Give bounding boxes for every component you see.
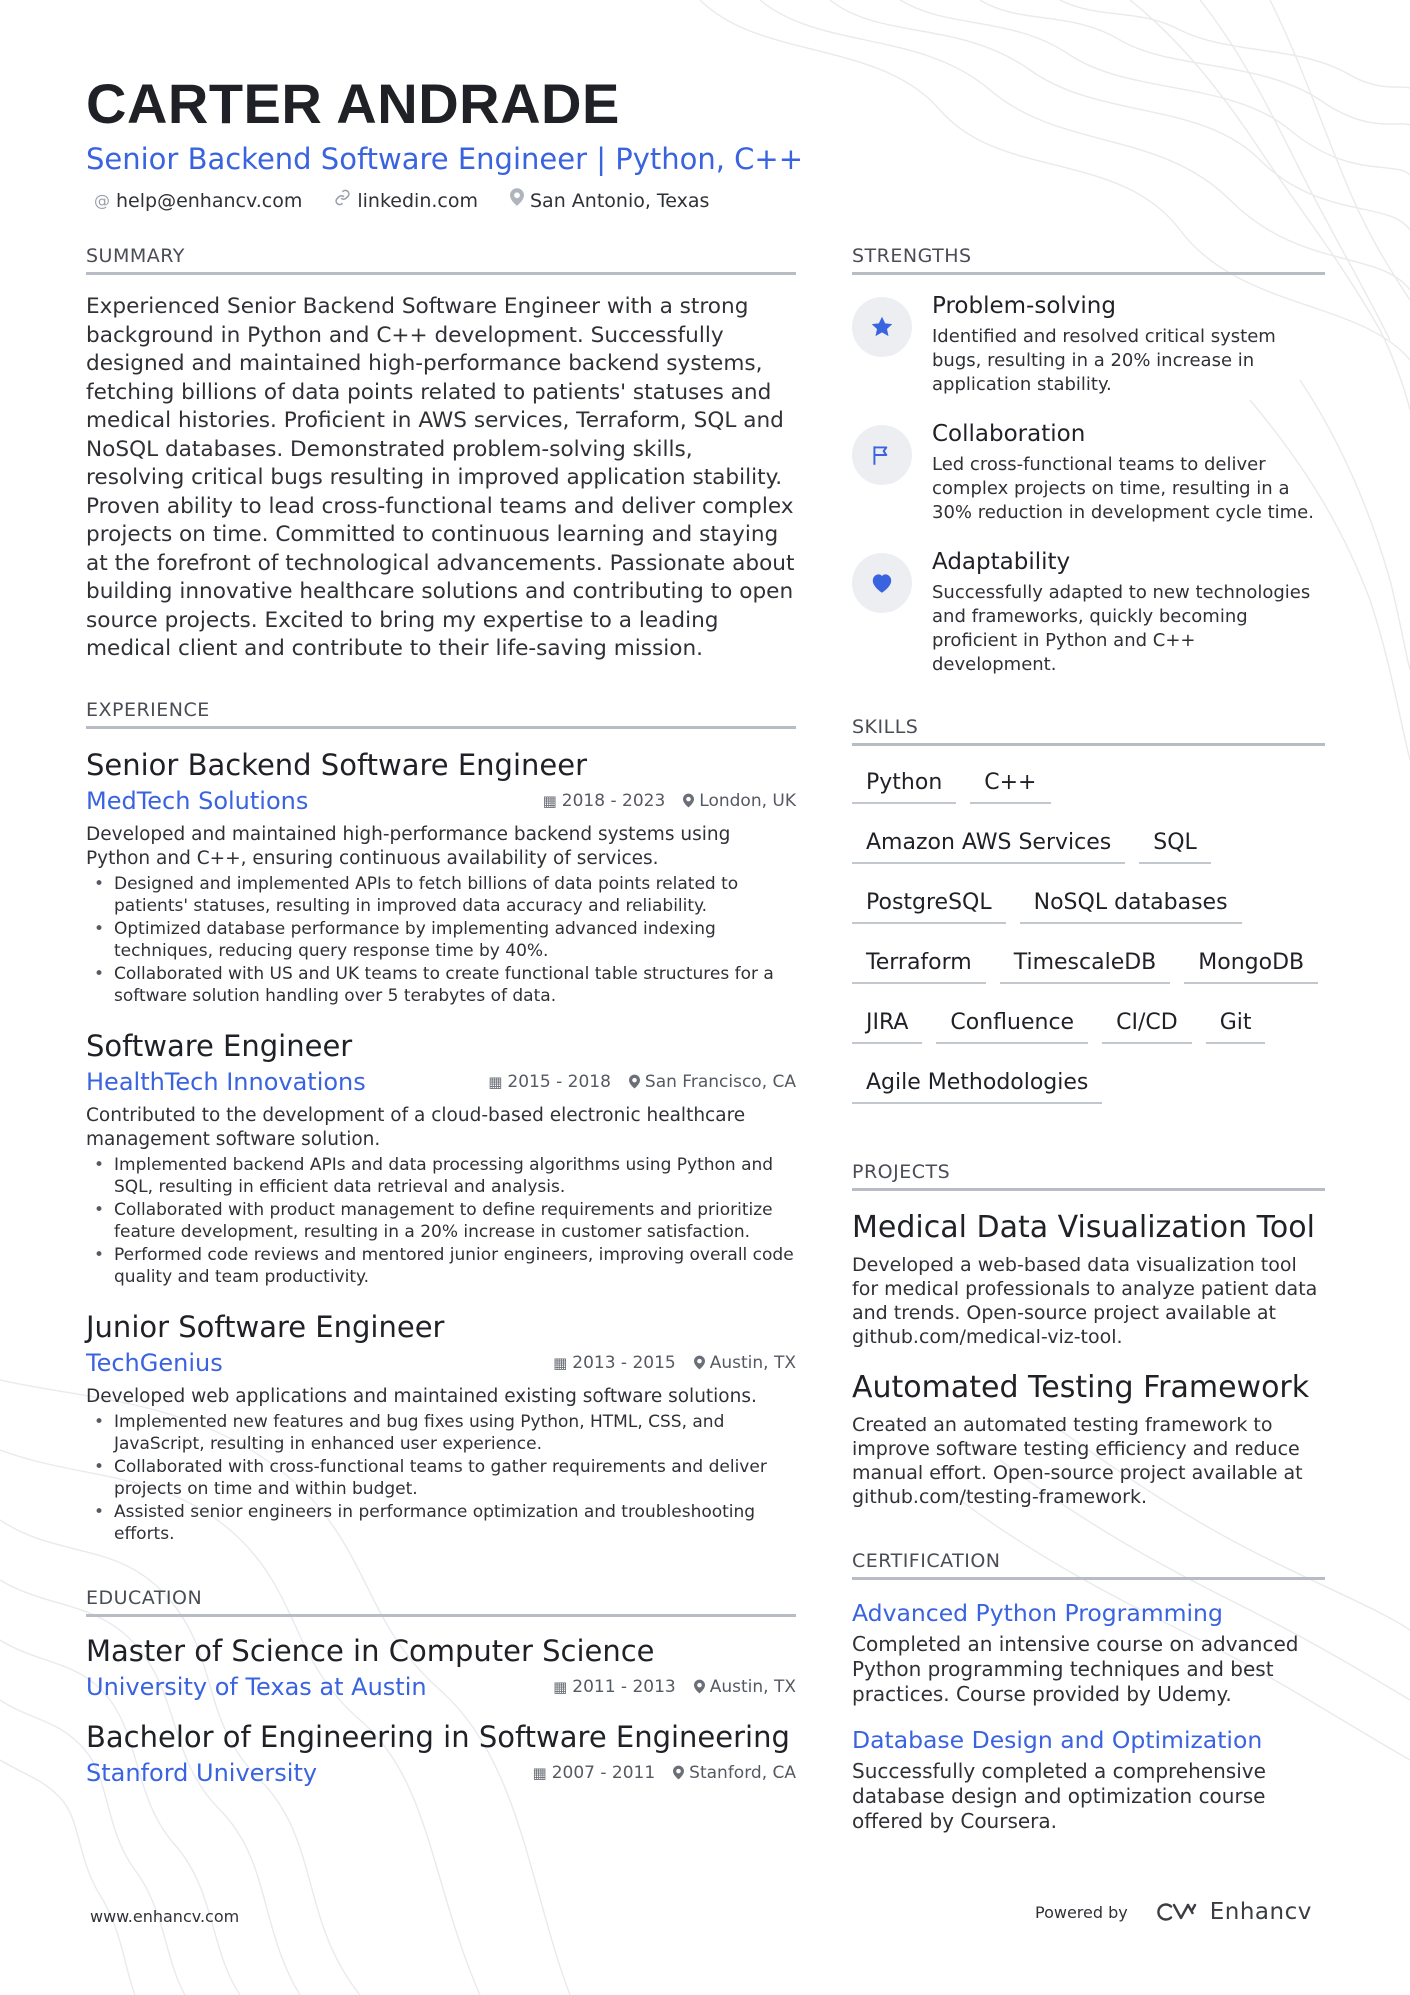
strengths-section	[852, 244, 1325, 677]
education-dates: ▦ 2011 - 2013	[553, 1676, 676, 1697]
brand-name: Enhancv	[1209, 1899, 1312, 1925]
strength-item	[852, 547, 1325, 677]
job-location: London, UK	[683, 791, 796, 811]
skill-tag: TimescaleDB	[1000, 944, 1171, 984]
education-section	[86, 1586, 796, 1789]
certification-description: Successfully completed a comprehensive database design and optimization course offered by Coursera.	[852, 1759, 1266, 1833]
strength-item	[852, 291, 1325, 397]
skill-tag: Agile Methodologies	[852, 1064, 1102, 1104]
strength-description: Led cross-functional teams to deliver complex projects on time, resulting in a 30% reduction in development cycle time.	[932, 454, 1314, 523]
project-item	[852, 1209, 1325, 1349]
powered-by-text: Powered by	[1035, 1902, 1128, 1922]
job-bullet: • Designed and implemented APIs to fetch billions of data points related to patients' statuses, resulting in improved data accuracy and reliability.	[86, 873, 796, 918]
job-title: Software Engineer	[86, 1028, 353, 1063]
location-pin-icon	[629, 1074, 640, 1089]
candidate-role: Senior Backend Software Engineer | Python, C++	[86, 142, 804, 176]
experience-section	[86, 698, 796, 1546]
company-name: HealthTech Innovations	[86, 1067, 366, 1096]
at-icon: @	[94, 191, 110, 210]
education-location: Stanford, CA	[673, 1763, 796, 1783]
job-dates: ▦ 2018 - 2023	[542, 790, 666, 811]
flag-icon	[852, 425, 912, 485]
certification-title: Advanced Python Programming	[852, 1599, 1223, 1627]
education-item	[86, 1633, 796, 1703]
job-bullets	[86, 1154, 796, 1289]
job-title: Junior Software Engineer	[86, 1309, 445, 1344]
job-bullets	[86, 1411, 796, 1546]
heart-icon	[852, 553, 912, 613]
degree-title: Bachelor of Engineering in Software Engineering	[86, 1719, 790, 1754]
candidate-name: CARTER ANDRADE	[86, 72, 620, 135]
strength-content	[932, 547, 1325, 677]
education-location: Austin, TX	[694, 1677, 796, 1697]
contact-bar	[86, 188, 1326, 214]
calendar-icon: ▦	[488, 1072, 503, 1091]
job-bullet: • Collaborated with cross-functional teams to gather requirements and deliver projects on time and within budget.	[86, 1456, 796, 1501]
certification-description: Completed an intensive course on advanced Python programming techniques and best practices. Course provided by Udemy.	[852, 1632, 1299, 1706]
certification-item	[852, 1598, 1325, 1707]
company-name: MedTech Solutions	[86, 786, 309, 815]
education-dates: ▦ 2007 - 2011	[532, 1762, 656, 1783]
location-pin-icon	[694, 1679, 705, 1694]
experience-item	[86, 747, 796, 1008]
skill-tag: Python	[852, 764, 956, 804]
email-text: help@enhancv.com	[116, 190, 303, 212]
job-bullets	[86, 873, 796, 1008]
job-bullet: • Collaborated with product management to define requirements and prioritize feature development, resulting in a 20% increase in customer satisfaction.	[86, 1199, 796, 1244]
strength-title: Collaboration	[932, 421, 1086, 447]
skill-tag: Terraform	[852, 944, 986, 984]
job-meta-row	[86, 1066, 796, 1098]
calendar-icon: ▦	[553, 1677, 568, 1696]
skill-tag: CI/CD	[1102, 1004, 1192, 1044]
education-meta	[533, 1763, 797, 1783]
education-item	[86, 1719, 796, 1789]
job-location: San Francisco, CA	[629, 1072, 796, 1092]
location-pin-icon	[673, 1765, 684, 1780]
project-title: Automated Testing Framework	[852, 1370, 1310, 1405]
experience-item	[86, 1028, 796, 1289]
job-meta	[553, 1353, 796, 1373]
location-text: San Antonio, Texas	[530, 190, 710, 212]
job-description: Developed web applications and maintained existing software solutions.	[86, 1385, 757, 1407]
job-meta-row	[86, 1347, 796, 1379]
education-heading: EDUCATION	[86, 1586, 796, 1617]
skill-tag: NoSQL databases	[1020, 884, 1242, 924]
job-dates: ▦ 2013 - 2015	[553, 1352, 676, 1373]
certification-item	[852, 1725, 1325, 1834]
education-meta-row	[86, 1671, 796, 1703]
experience-heading: EXPERIENCE	[86, 698, 796, 729]
job-bullet: • Assisted senior engineers in performance optimization and troubleshooting efforts.	[86, 1501, 796, 1546]
job-bullet: • Performed code reviews and mentored junior engineers, improving overall code quality and team productivity.	[86, 1244, 796, 1289]
skill-tag: Confluence	[936, 1004, 1088, 1044]
strength-description: Successfully adapted to new technologies and frameworks, quickly becoming proficient in Python and C++ development.	[932, 582, 1311, 675]
calendar-icon: ▦	[542, 791, 557, 810]
company-name: TechGenius	[86, 1348, 223, 1377]
certification-title: Database Design and Optimization	[852, 1726, 1263, 1754]
skill-tag: C++	[970, 764, 1050, 804]
experience-item	[86, 1309, 796, 1546]
job-dates: ▦ 2015 - 2018	[488, 1071, 611, 1092]
certification-section	[852, 1549, 1325, 1834]
projects-heading: PROJECTS	[852, 1160, 1325, 1191]
job-description: Developed and maintained high-performance backend systems using Python and C++, ensuring continuous availability of services.	[86, 823, 731, 869]
summary-heading: SUMMARY	[86, 244, 796, 275]
project-description: Developed a web-based data visualization tool for medical professionals to analyze patient data and trends. Open-source project available at github.com/medical-viz-tool.	[852, 1254, 1318, 1348]
calendar-icon: ▦	[553, 1353, 568, 1372]
skills-list	[852, 764, 1332, 1104]
skill-tag: JIRA	[852, 1004, 922, 1044]
contact-location	[510, 188, 709, 214]
linkedin-text: linkedin.com	[357, 190, 478, 212]
job-meta	[543, 791, 796, 811]
enhancv-logo-icon	[1154, 1900, 1202, 1924]
job-bullet: • Implemented backend APIs and data processing algorithms using Python and SQL, resulting in efficient data retrieval and analysis.	[86, 1154, 796, 1199]
project-description: Created an automated testing framework to improve software testing efficiency and reduce manual effort. Open-source project available at github.com/testing-framework.	[852, 1414, 1303, 1508]
brand-logo[interactable]	[1154, 1899, 1312, 1925]
skill-tag: SQL	[1139, 824, 1211, 864]
education-meta-row	[86, 1757, 796, 1789]
right-column	[852, 244, 1325, 1834]
location-pin-icon	[683, 793, 694, 808]
summary-text: Experienced Senior Backend Software Engineer with a strong background in Python and C++ development. Successfully designed and maintained high-performance backend systems, fetching billions of data points related to patients' statuses and medical histories. Proficient in AWS services, Terraform, SQL and NoSQL databases. Demonstrated problem-solving skills, resolving critical bugs resulting in improved application stability. Proven ability to lead cross-functional teams and deliver complex projects on time. Committed to continuous learning and staying at the forefront of technological advancements. Passionate about building innovative healthcare solutions and contributing to open source projects. Excited to bring my expertise to a leading medical client and contribute to their life-saving mission.	[86, 294, 795, 661]
strength-title: Problem-solving	[932, 293, 1116, 319]
project-title: Medical Data Visualization Tool	[852, 1210, 1315, 1245]
school-name: University of Texas at Austin	[86, 1672, 427, 1701]
summary-section	[86, 244, 796, 664]
strength-item	[852, 419, 1325, 525]
left-column	[86, 244, 796, 1789]
strength-title: Adaptability	[932, 549, 1071, 575]
contact-email[interactable]	[94, 188, 302, 214]
strength-content	[932, 419, 1325, 525]
degree-title: Master of Science in Computer Science	[86, 1633, 655, 1668]
strength-description: Identified and resolved critical system bugs, resulting in a 20% increase in application stability.	[932, 326, 1276, 395]
strengths-heading: STRENGTHS	[852, 244, 1325, 275]
job-meta	[488, 1072, 796, 1092]
footer-branding	[1035, 1899, 1312, 1925]
project-item	[852, 1369, 1325, 1509]
skill-tag: Amazon AWS Services	[852, 824, 1125, 864]
job-title: Senior Backend Software Engineer	[86, 747, 588, 782]
location-pin-icon	[694, 1355, 705, 1370]
skills-section	[852, 715, 1325, 1104]
resume-header	[86, 72, 1326, 214]
link-icon	[334, 188, 351, 214]
job-bullet: • Optimized database performance by implementing advanced indexing techniques, reducing query response time by 40%.	[86, 918, 796, 963]
calendar-icon: ▦	[532, 1763, 547, 1782]
job-meta-row	[86, 785, 796, 817]
education-meta	[553, 1677, 796, 1697]
school-name: Stanford University	[86, 1758, 318, 1787]
skill-tag: MongoDB	[1184, 944, 1318, 984]
contact-linkedin[interactable]	[334, 188, 478, 214]
footer-website[interactable]: www.enhancv.com	[90, 1907, 240, 1926]
skill-tag: PostgreSQL	[852, 884, 1006, 924]
job-description: Contributed to the development of a cloud-based electronic healthcare management software solution.	[86, 1104, 746, 1150]
job-bullet: • Collaborated with US and UK teams to create functional table structures for a software solution handling over 5 terabytes of data.	[86, 963, 796, 1008]
strength-content	[932, 291, 1325, 397]
location-pin-icon	[510, 188, 524, 214]
star-icon	[852, 297, 912, 357]
job-bullet: • Implemented new features and bug fixes using Python, HTML, CSS, and JavaScript, resulting in enhanced user experience.	[86, 1411, 796, 1456]
skills-heading: SKILLS	[852, 715, 1325, 746]
skill-tag: Git	[1206, 1004, 1266, 1044]
certification-heading: CERTIFICATION	[852, 1549, 1325, 1580]
job-location: Austin, TX	[694, 1353, 796, 1373]
projects-section	[852, 1160, 1325, 1509]
